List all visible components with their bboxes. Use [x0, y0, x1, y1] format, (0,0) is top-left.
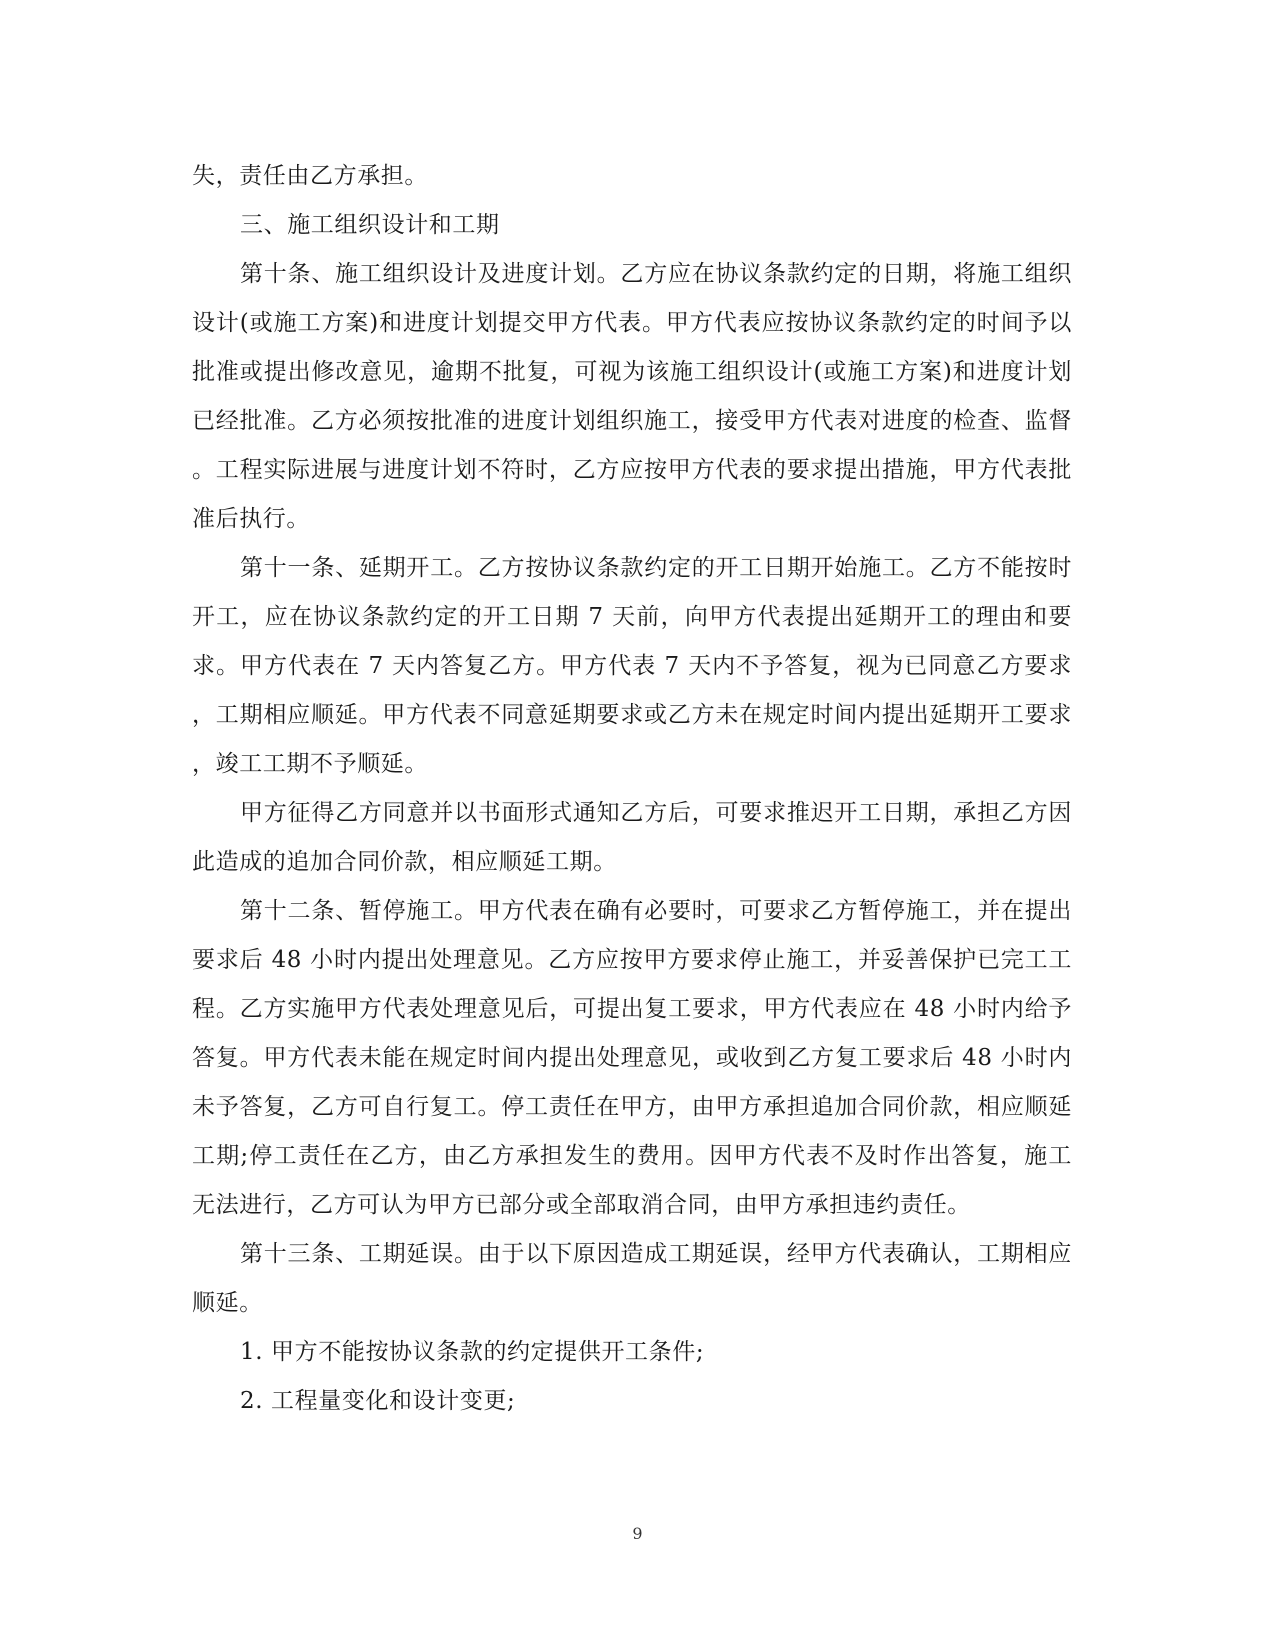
paragraph-continuation: 失，责任由乙方承担。 — [192, 163, 428, 189]
list-item-2: 2. 工程量变化和设计变更; — [240, 1388, 516, 1414]
document-body — [192, 152, 1072, 1426]
paragraph-article-12: 第十二条、暂停施工。甲方代表在确有必要时，可要求乙方暂停施工，并在提出要求后 48 小时内提出处理意见。乙方应按甲方要求停止施工，并妥善保护已完工工程。乙方实施甲方代表处理意见后，可提出复工要求，甲方代表应在 48 小时内给予答复。甲方代表未能在规定时间内提出处理意见，或收到乙方复工要求后 48 小时内未予答复，乙方可自行复工。停工责任在甲方，由甲方承担追加合同价款，相应顺延工期;停工责任在乙方，由乙方承担发生的费用。因甲方代表不及时作出答复，施工无法进行，乙方可认为甲方已部分或全部取消合同，由甲方承担违约责任。 — [192, 898, 1072, 1218]
paragraph-article-13: 第十三条、工期延误。由于以下原因造成工期延误，经甲方代表确认，工期相应顺延。 — [192, 1241, 1072, 1316]
paragraph-article-11-supplement: 甲方征得乙方同意并以书面形式通知乙方后，可要求推迟开工日期，承担乙方因此造成的追加合同价款，相应顺延工期。 — [192, 800, 1072, 875]
page-number: 9 — [632, 1524, 643, 1543]
paragraph-article-10: 第十条、施工组织设计及进度计划。乙方应在协议条款约定的日期，将施工组织设计(或施工方案)和进度计划提交甲方代表。甲方代表应按协议条款约定的时间予以批准或提出修改意见，逾期不批复，可视为该施工组织设计(或施工方案)和进度计划已经批准。乙方必须按批准的进度计划组织施工，接受甲方代表对进度的检查、监督。工程实际进展与进度计划不符时，乙方应按甲方代表的要求提出措施，甲方代表批准后执行。 — [192, 261, 1072, 532]
section-heading: 三、施工组织设计和工期 — [240, 212, 500, 238]
list-item-1: 1. 甲方不能按协议条款的约定提供开工条件; — [240, 1339, 705, 1365]
paragraph-article-11: 第十一条、延期开工。乙方按协议条款约定的开工日期开始施工。乙方不能按时开工，应在协议条款约定的开工日期 7 天前，向甲方代表提出延期开工的理由和要求。甲方代表在 7 天内答复乙方。甲方代表 7 天内不予答复，视为已同意乙方要求，工期相应顺延。甲方代表不同意延期要求或乙方未在规定时间内提出延期开工要求，竣工工期不予顺延。 — [192, 555, 1072, 777]
